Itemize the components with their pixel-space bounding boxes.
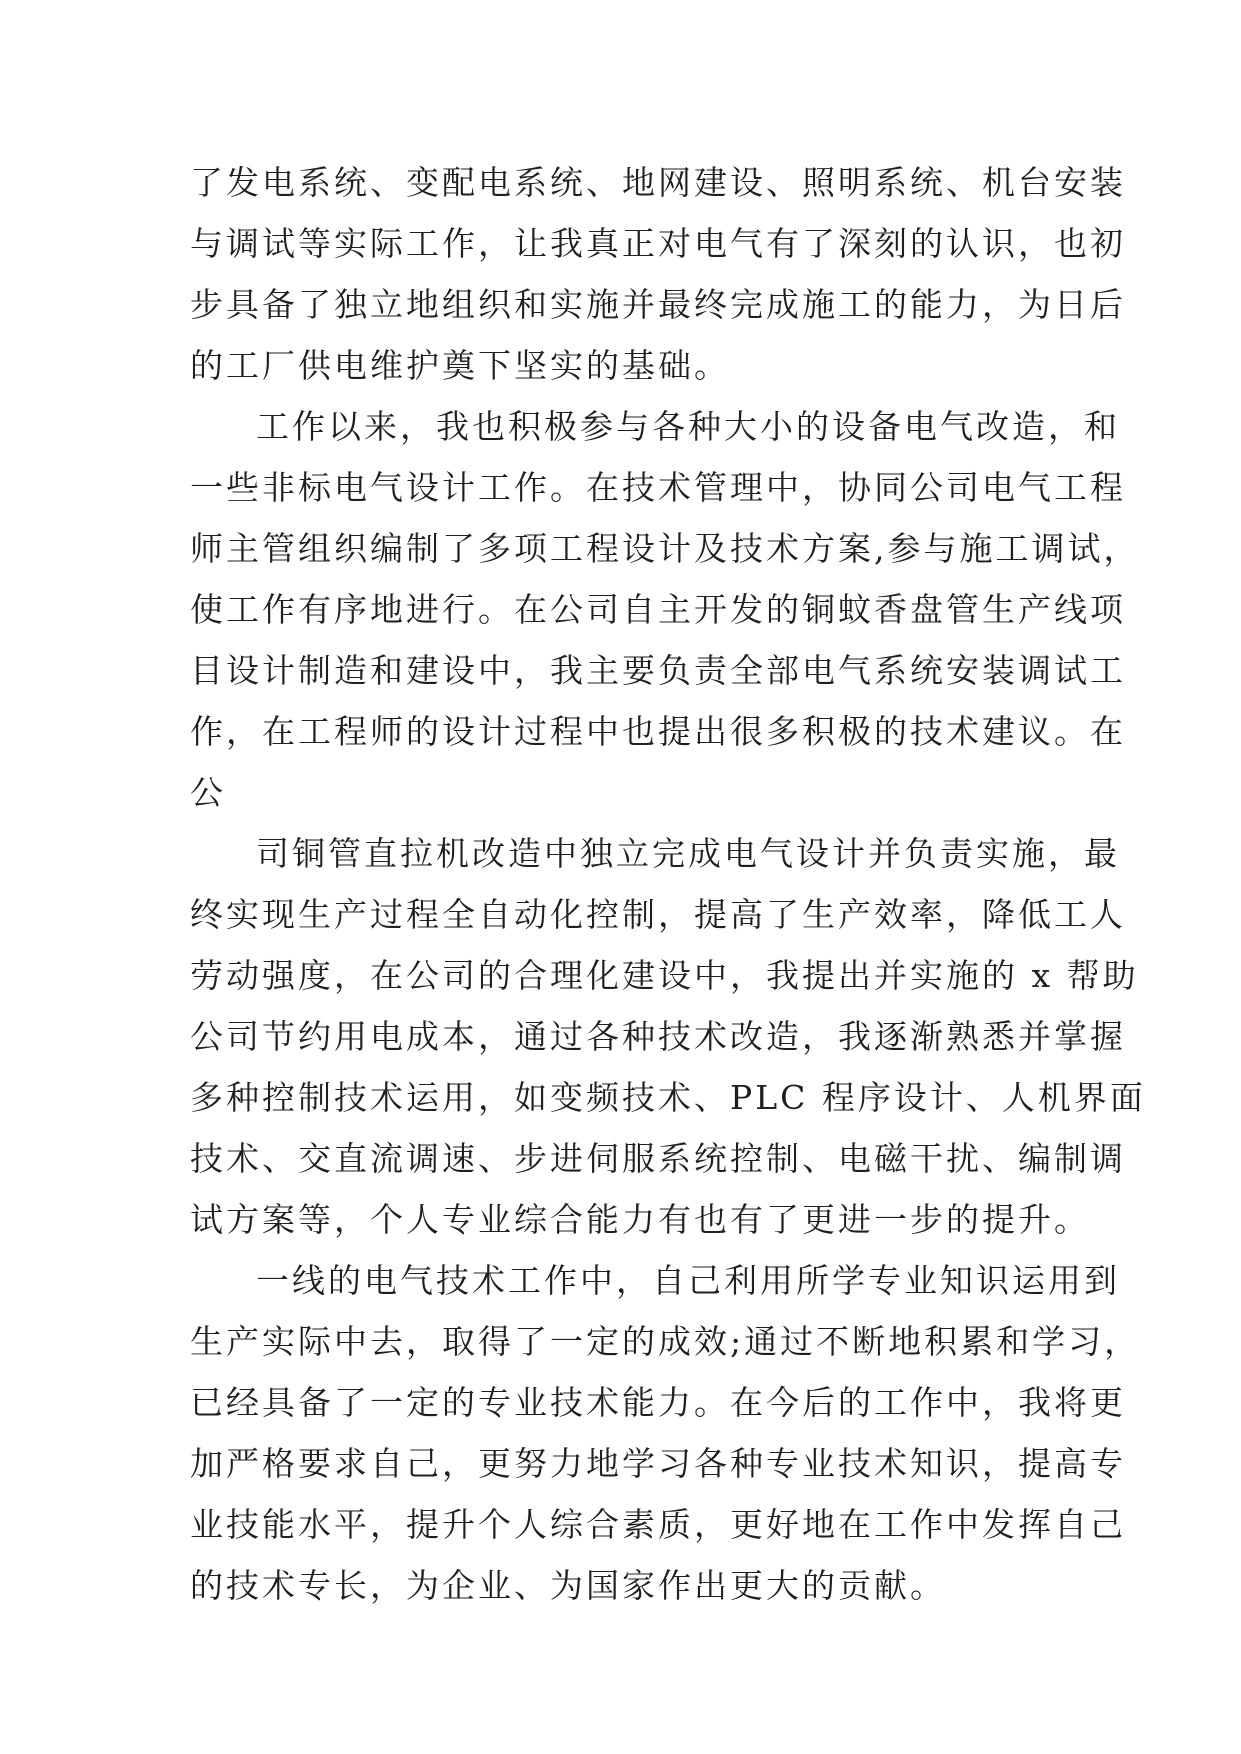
text-line: 司铜管直拉机改造中独立完成电气设计并负责实施，最 <box>256 834 1120 873</box>
text-line: 一线的电气技术工作中，自己利用所学专业知识运用到 <box>256 1261 1120 1300</box>
text-line: 师主管组织编制了多项工程设计及技术方案,参与施工调试， <box>190 529 1140 568</box>
text-line: 与调试等实际工作，让我真正对电气有了深刻的认识，也初 <box>190 224 1126 263</box>
text-line: 已经具备了一定的专业技术能力。在今后的工作中，我将更 <box>190 1383 1126 1422</box>
text-line: 步具备了独立地组织和实施并最终完成施工的能力，为日后 <box>190 285 1126 324</box>
text-line: 作，在工程师的设计过程中也提出很多积极的技术建议。在 <box>190 712 1126 751</box>
text-line: 多种控制技术运用，如变频技术、PLC 程序设计、人机界面 <box>190 1078 1146 1117</box>
text-line: 目设计制造和建设中，我主要负责全部电气系统安装调试工 <box>190 651 1126 690</box>
text-line: 工作以来，我也积极参与各种大小的设备电气改造，和 <box>256 407 1120 446</box>
text-line: 试方案等，个人专业综合能力有也有了更进一步的提升。 <box>190 1200 1090 1239</box>
text-line: 业技能水平，提升个人综合素质，更好地在工作中发挥自己 <box>190 1505 1126 1544</box>
text-line: 使工作有序地进行。在公司自主开发的铜蚊香盘管生产线项 <box>190 590 1126 629</box>
document-body <box>190 152 1146 1616</box>
text-line: 一些非标电气设计工作。在技术管理中，协同公司电气工程 <box>190 468 1126 507</box>
text-line: 终实现生产过程全自动化控制，提高了生产效率，降低工人 <box>190 895 1126 934</box>
text-line: 劳动强度，在公司的合理化建设中，我提出并实施的 x 帮助 <box>190 956 1139 995</box>
text-line: 公司节约用电成本，通过各种技术改造，我逐渐熟悉并掌握 <box>190 1017 1126 1056</box>
text-line: 生产实际中去，取得了一定的成效;通过不断地积累和学习， <box>190 1322 1141 1361</box>
text-line: 公 <box>190 773 226 812</box>
text-line: 技术、交直流调速、步进伺服系统控制、电磁干扰、编制调 <box>190 1139 1126 1178</box>
text-line: 的工厂供电维护奠下坚实的基础。 <box>190 346 730 385</box>
text-line: 了发电系统、变配电系统、地网建设、照明系统、机台安装 <box>190 163 1126 202</box>
text-line: 加严格要求自己，更努力地学习各种专业技术知识，提高专 <box>190 1444 1126 1483</box>
text-line: 的技术专长，为企业、为国家作出更大的贡献。 <box>190 1566 946 1605</box>
